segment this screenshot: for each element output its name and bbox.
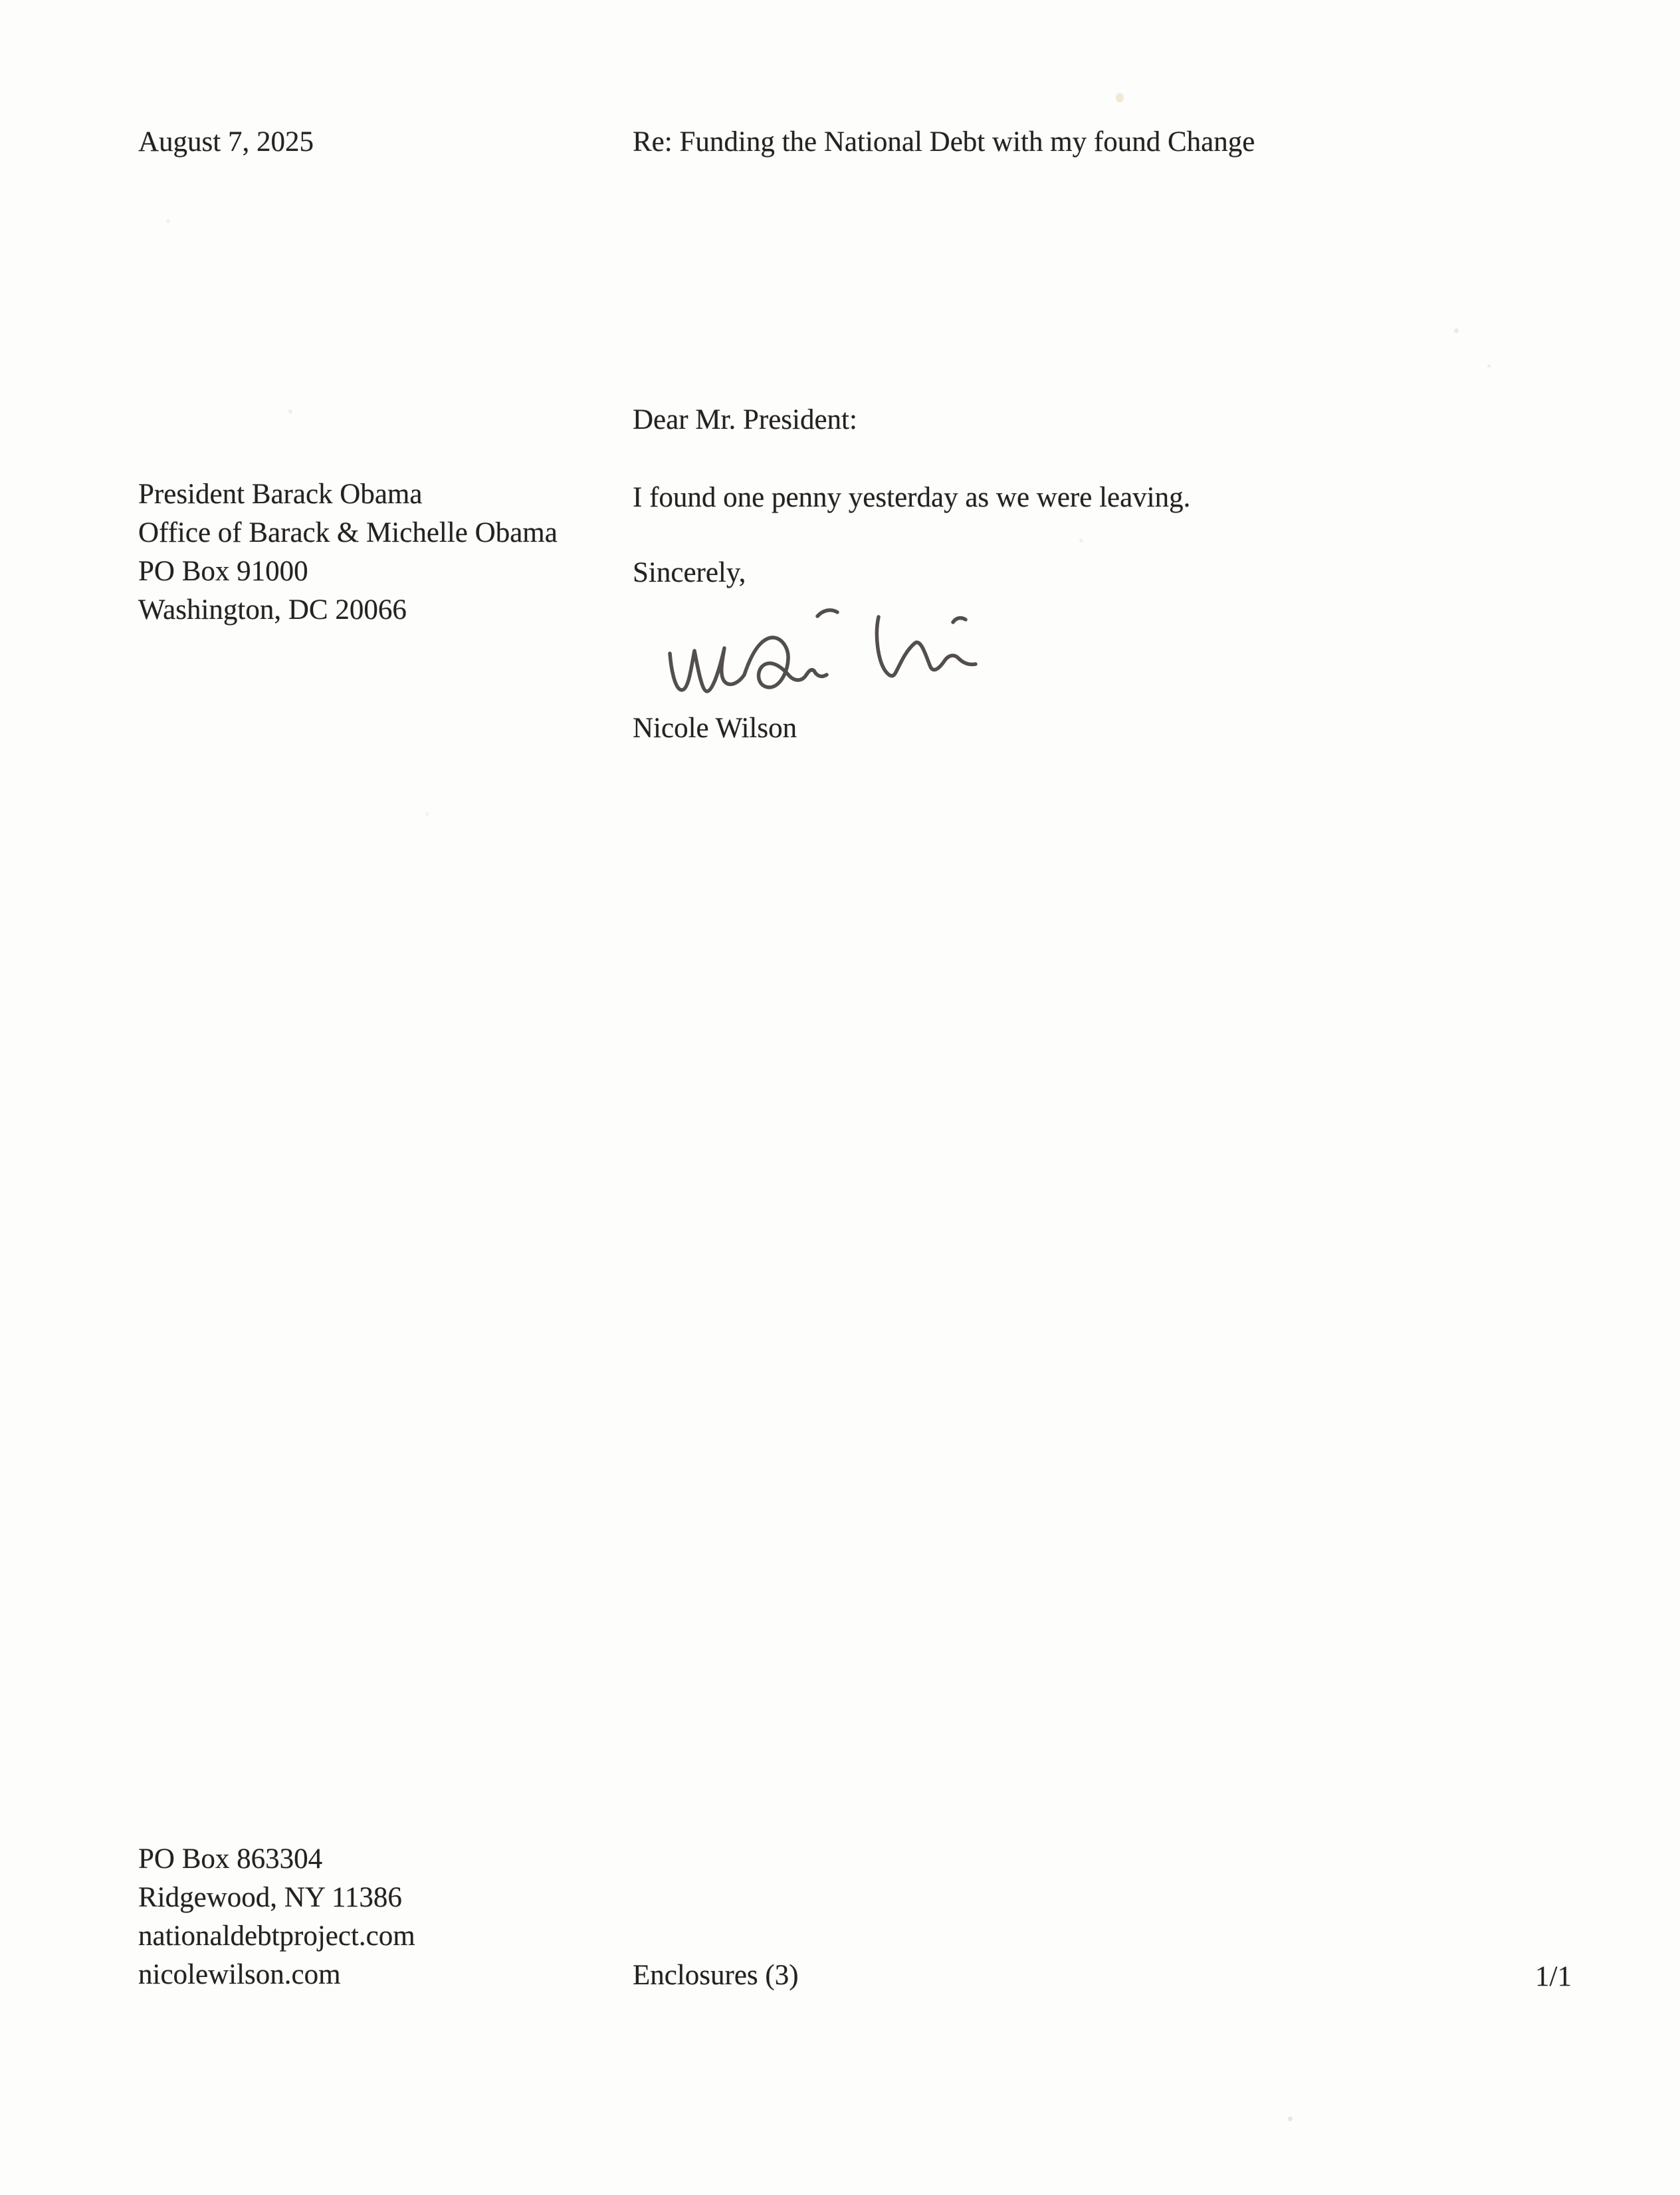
subject-line: Re: Funding the National Debt with my found Change (633, 126, 1255, 158)
scan-speck (425, 812, 429, 816)
sender-contact-line: Ridgewood, NY 11386 (138, 1882, 402, 1913)
sender-contact-line: PO Box 863304 (138, 1843, 323, 1875)
salutation: Dear Mr. President: (633, 404, 857, 435)
signer-name: Nicole Wilson (633, 713, 797, 744)
recipient-address-line: PO Box 91000 (138, 556, 308, 587)
recipient-address (138, 475, 558, 630)
recipient-address-line: Office of Barack & Michelle Obama (138, 517, 558, 548)
page-number: 1/1 (1535, 1961, 1572, 1992)
recipient-address-line: Washington, DC 20066 (138, 594, 407, 626)
body-text: I found one penny yesterday as we were leaving. (633, 482, 1191, 513)
sender-contact-line: nicolewilson.com (138, 1959, 341, 1990)
enclosures-note: Enclosures (3) (633, 1960, 799, 1991)
sender-contact-block (138, 1840, 415, 1994)
closing: Sincerely, (633, 557, 746, 588)
scan-speck (1288, 2117, 1293, 2121)
signature-scrawl-icon (651, 594, 997, 720)
letter-date: August 7, 2025 (138, 126, 314, 158)
scan-speck (1487, 364, 1491, 368)
scan-speck (1454, 328, 1459, 333)
recipient-address-line: President Barack Obama (138, 479, 423, 510)
sender-contact-line: nationaldebtproject.com (138, 1920, 415, 1952)
scan-speck (288, 409, 292, 413)
scan-speck (1079, 538, 1083, 542)
scan-speck (1116, 93, 1124, 102)
scan-speck (166, 219, 170, 223)
handwritten-signature (651, 594, 997, 720)
